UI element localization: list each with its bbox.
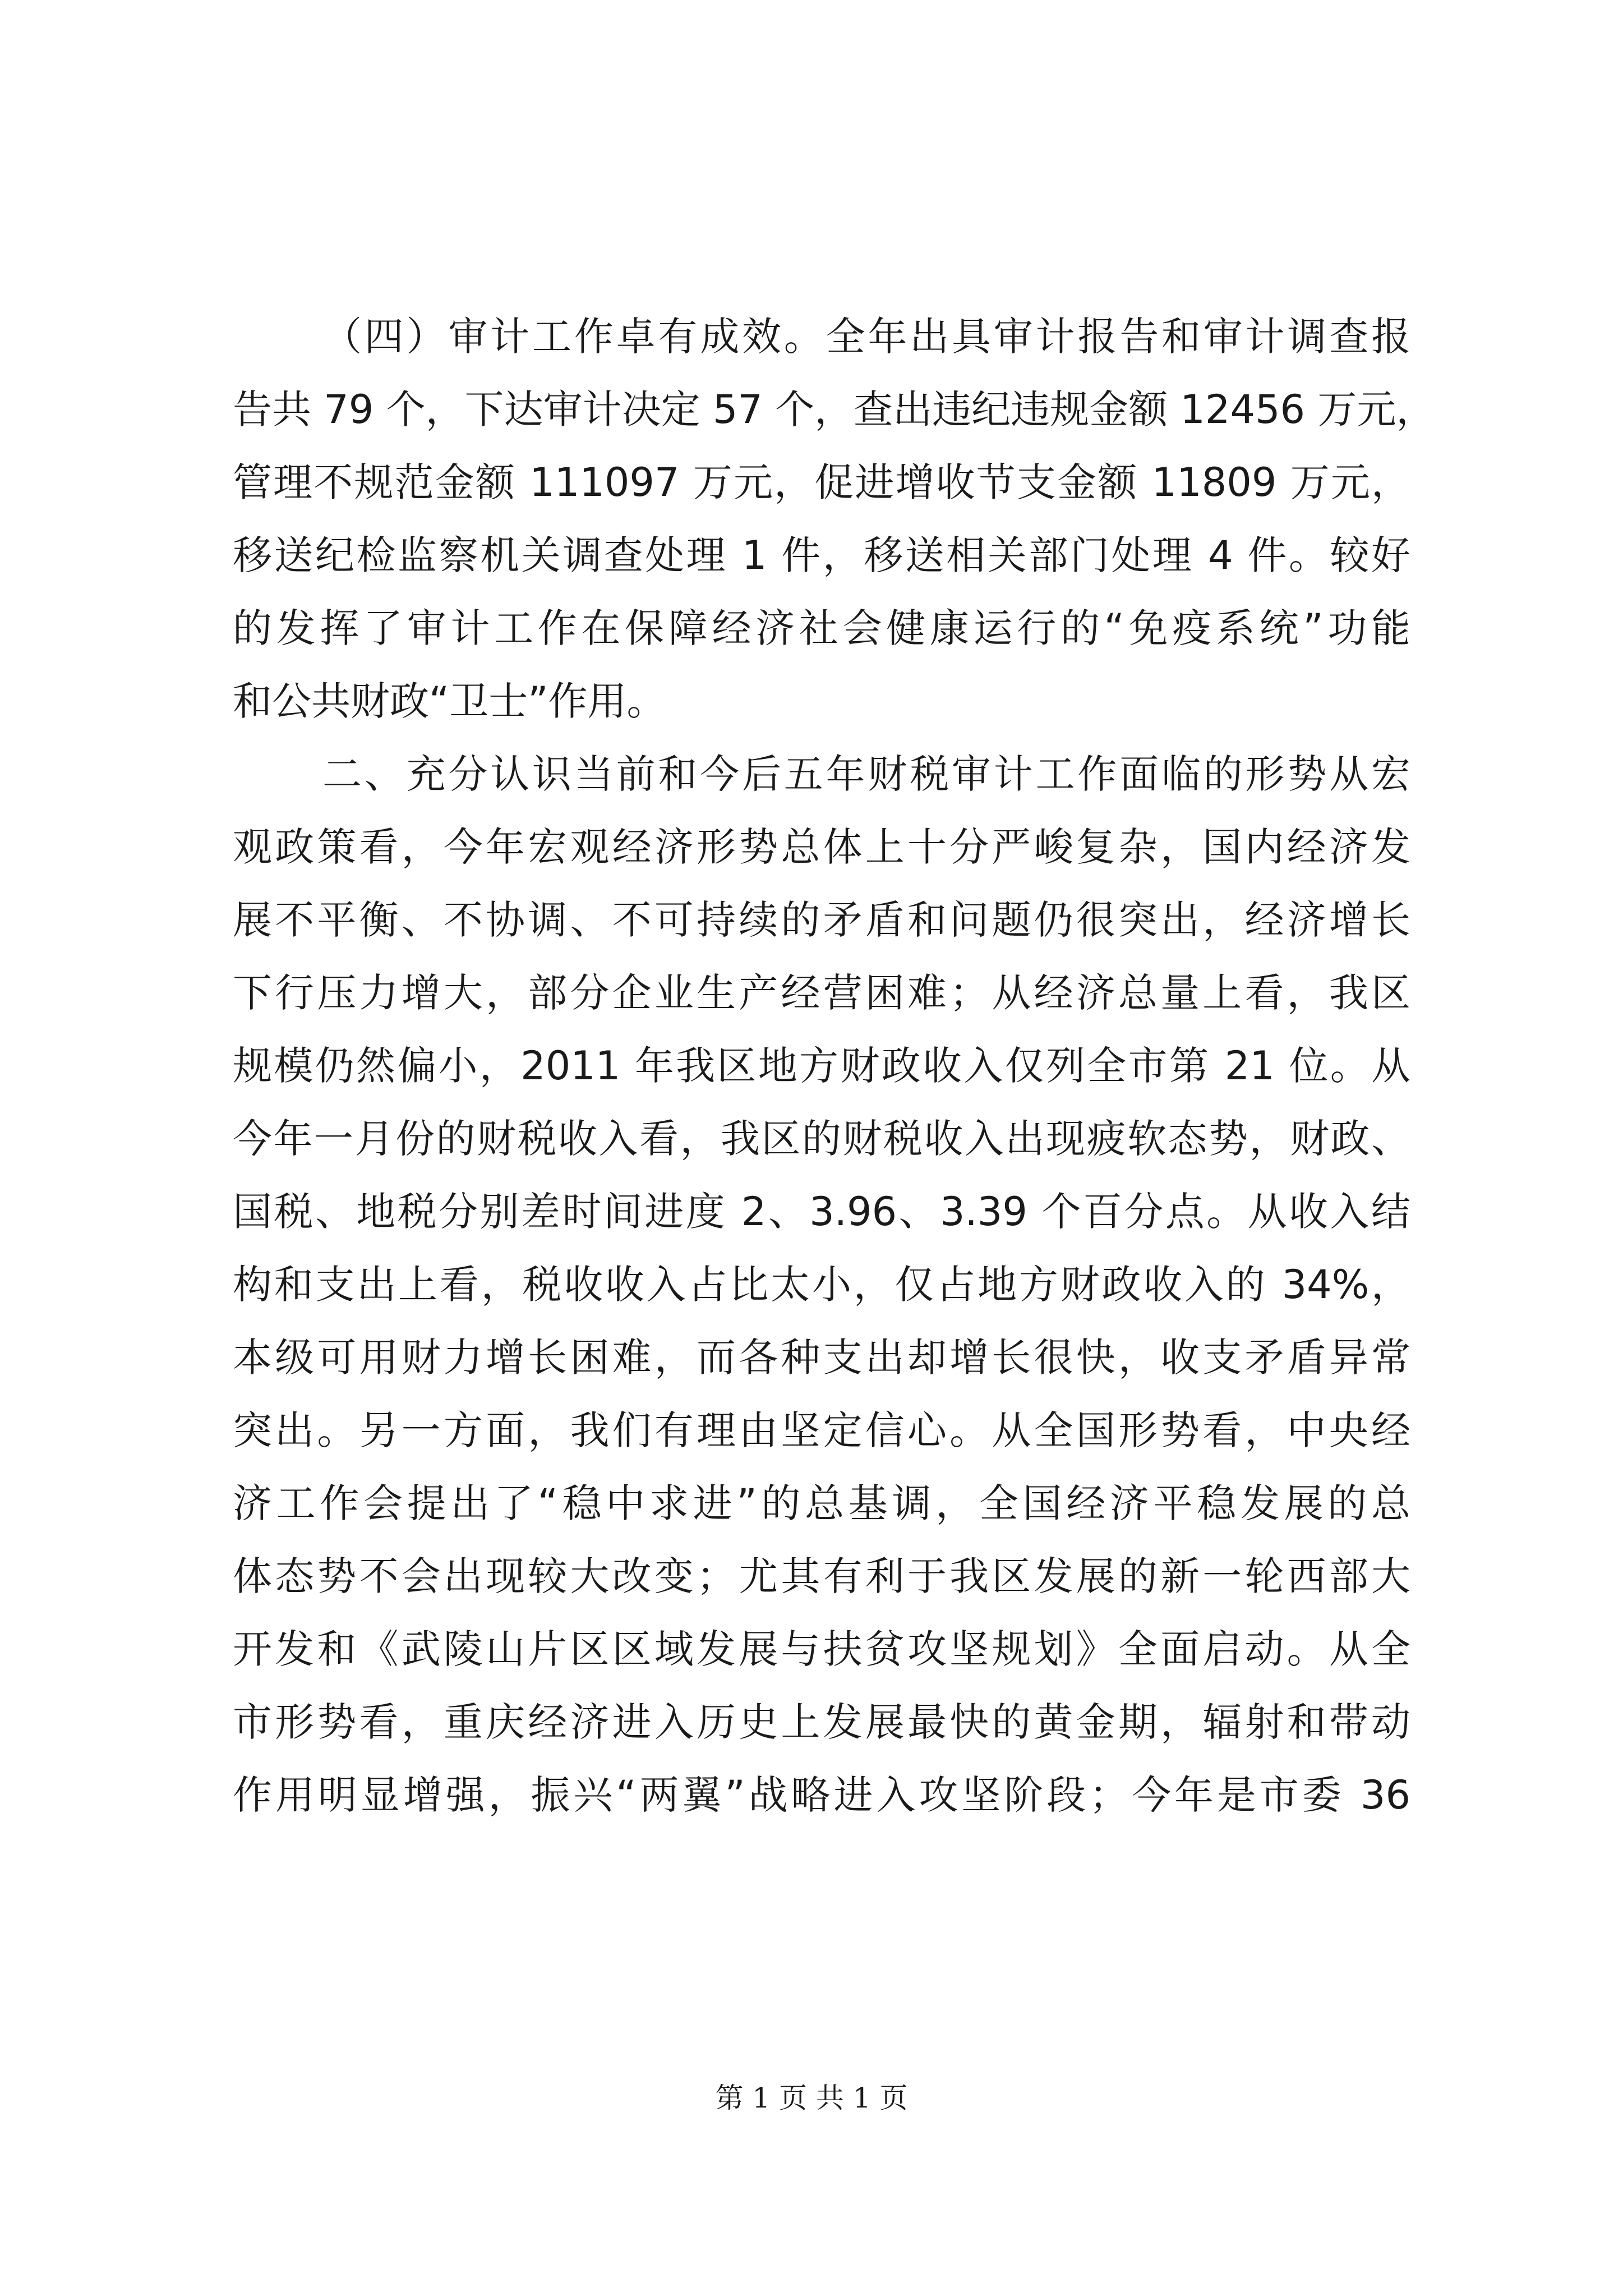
text-line: 管理不规范金额 111097 万元，促进增收节支金额 11809 万元， bbox=[233, 459, 1410, 505]
text-line: （四）审计工作卓有成效。全年出具审计报告和审计调查报 bbox=[322, 314, 1410, 360]
text-line: 市形势看，重庆经济进入历史上发展最快的黄金期，辐射和带动 bbox=[233, 1699, 1410, 1745]
text-line: 的发挥了审计工作在保障经济社会健康运行的“免疫系统”功能 bbox=[233, 605, 1410, 651]
text-line: 和公共财政“卫士”作用。 bbox=[233, 678, 666, 724]
text-line: 济工作会提出了“稳中求进”的总基调，全国经济平稳发展的总 bbox=[233, 1480, 1410, 1526]
text-line: 体态势不会出现较大改变；尤其有利于我区发展的新一轮西部大 bbox=[233, 1553, 1410, 1599]
text-line: 国税、地税分别差时间进度 2、3.96、3.39 个百分点。从收入结 bbox=[233, 1189, 1410, 1235]
text-line: 告共 79 个，下达审计决定 57 个，查出违纪违规金额 12456 万元， bbox=[233, 386, 1436, 432]
text-line: 作用明显增强，振兴“两翼”战略进入攻坚阶段；今年是市委 36 bbox=[233, 1772, 1410, 1818]
page-number-label: 第 1 页 共 1 页 bbox=[715, 2082, 908, 2114]
text-line: 开发和《武陵山片区区域发展与扶贫攻坚规划》全面启动。从全 bbox=[233, 1626, 1410, 1672]
text-line: 规模仍然偏小，2011 年我区地方财政收入仅列全市第 21 位。从 bbox=[233, 1043, 1410, 1089]
text-line: 下行压力增大，部分企业生产经营困难；从经济总量上看，我区 bbox=[233, 970, 1410, 1016]
text-line: 移送纪检监察机关调查处理 1 件，移送相关部门处理 4 件。较好 bbox=[233, 532, 1410, 578]
paragraph-audit-results bbox=[233, 300, 1436, 738]
paragraph-situation bbox=[233, 738, 1410, 1832]
page-footer bbox=[0, 2076, 1623, 2116]
document-body bbox=[233, 300, 1436, 1832]
text-line: 二、充分认识当前和今后五年财税审计工作面临的形势从宏 bbox=[322, 751, 1410, 797]
text-line: 突出。另一方面，我们有理由坚定信心。从全国形势看，中央经 bbox=[233, 1407, 1410, 1453]
text-line: 今年一月份的财税收入看，我区的财税收入出现疲软态势，财政、 bbox=[233, 1116, 1410, 1162]
text-line: 构和支出上看，税收收入占比太小，仅占地方财政收入的 34%， bbox=[233, 1262, 1410, 1308]
text-line: 观政策看，今年宏观经济形势总体上十分严峻复杂，国内经济发 bbox=[233, 824, 1410, 870]
text-line: 本级可用财力增长困难，而各种支出却增长很快，收支矛盾异常 bbox=[233, 1335, 1410, 1381]
text-line: 展不平衡、不协调、不可持续的矛盾和问题仍很突出，经济增长 bbox=[233, 897, 1410, 943]
